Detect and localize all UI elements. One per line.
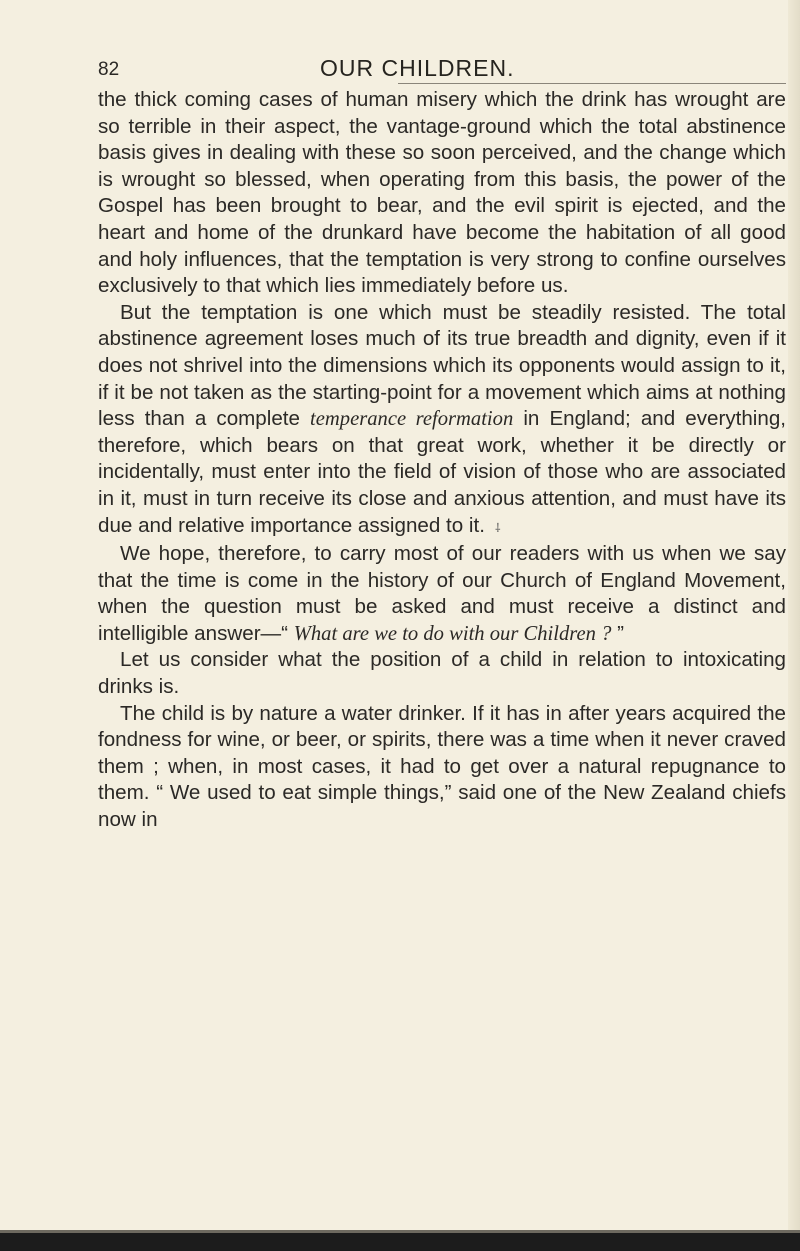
running-title: OUR CHILDREN. [320,55,515,81]
paragraph-5: The child is by nature a water drinker. If it has in after years acquired the fondness for wine, or beer, or spirits, there was a time when it never craved them ; when, in most cases, it had to get over a natural repugnance to them. “ We used to eat simple things,” said one of the New Zealand chiefs now in [98,701,786,832]
paragraph-1: the thick coming cases of human misery which the drink has wrought are so terrible in their aspect, the vantage-ground which the total abstinence basis gives in dealing with these so soon perceived, and the change which is wrought so blessed, when operating from this basis, the power of the Gospel has been brought to bear, and the evil spirit is ejected, and the heart and home of the drunkard have become the habitation of all good and holy influences, that the temptation is very strong to confine ourselves exclusively to that which lies immediately before us. [98,88,786,298]
paragraph-2-italic: temperance reformation [310,408,514,431]
paragraph-3 [98,541,786,647]
paragraph-2-text-a: But the temptation is one which must be steadily resisted. The total abstinence agreement loses much of its true breadth and dignity, even if it does not shrivel into the dimensions which its opponents would assign to it, if it be not taken as the starting-point for a movement which aims at nothing less than a complete [98,300,786,431]
paragraph-4: Let us consider what the position of a child in relation to intoxicating drinks is. [98,648,786,699]
paragraph-3-italic: What are we to do with our Children ? [293,622,612,645]
stray-mark: ⸸ [494,520,501,535]
paragraph-3-text-a: We hope, therefore, to carry most of our readers with us when we say that the time is come in the history of our Church of England Movement, when the question must be asked and must receive a distinct and intelligible answer—“ [98,542,786,645]
scan-bottom-border [0,1233,800,1251]
page-number: 82 [98,59,120,80]
body-text [98,87,786,834]
paragraph-3-text-b: ” [611,621,625,645]
header-rule [398,83,786,84]
paragraph-2-text-b: in England; and everything, therefore, which bears on that great work, whether it be directly or incidentally, must enter into the field of vision of those who are associated in it, must in turn receive its close and anxious attention, and must have its due and relative importance assigned to it. [98,407,786,537]
page-header [98,55,786,89]
paragraph-2 [98,300,786,541]
page-edge-shadow [788,0,800,1251]
